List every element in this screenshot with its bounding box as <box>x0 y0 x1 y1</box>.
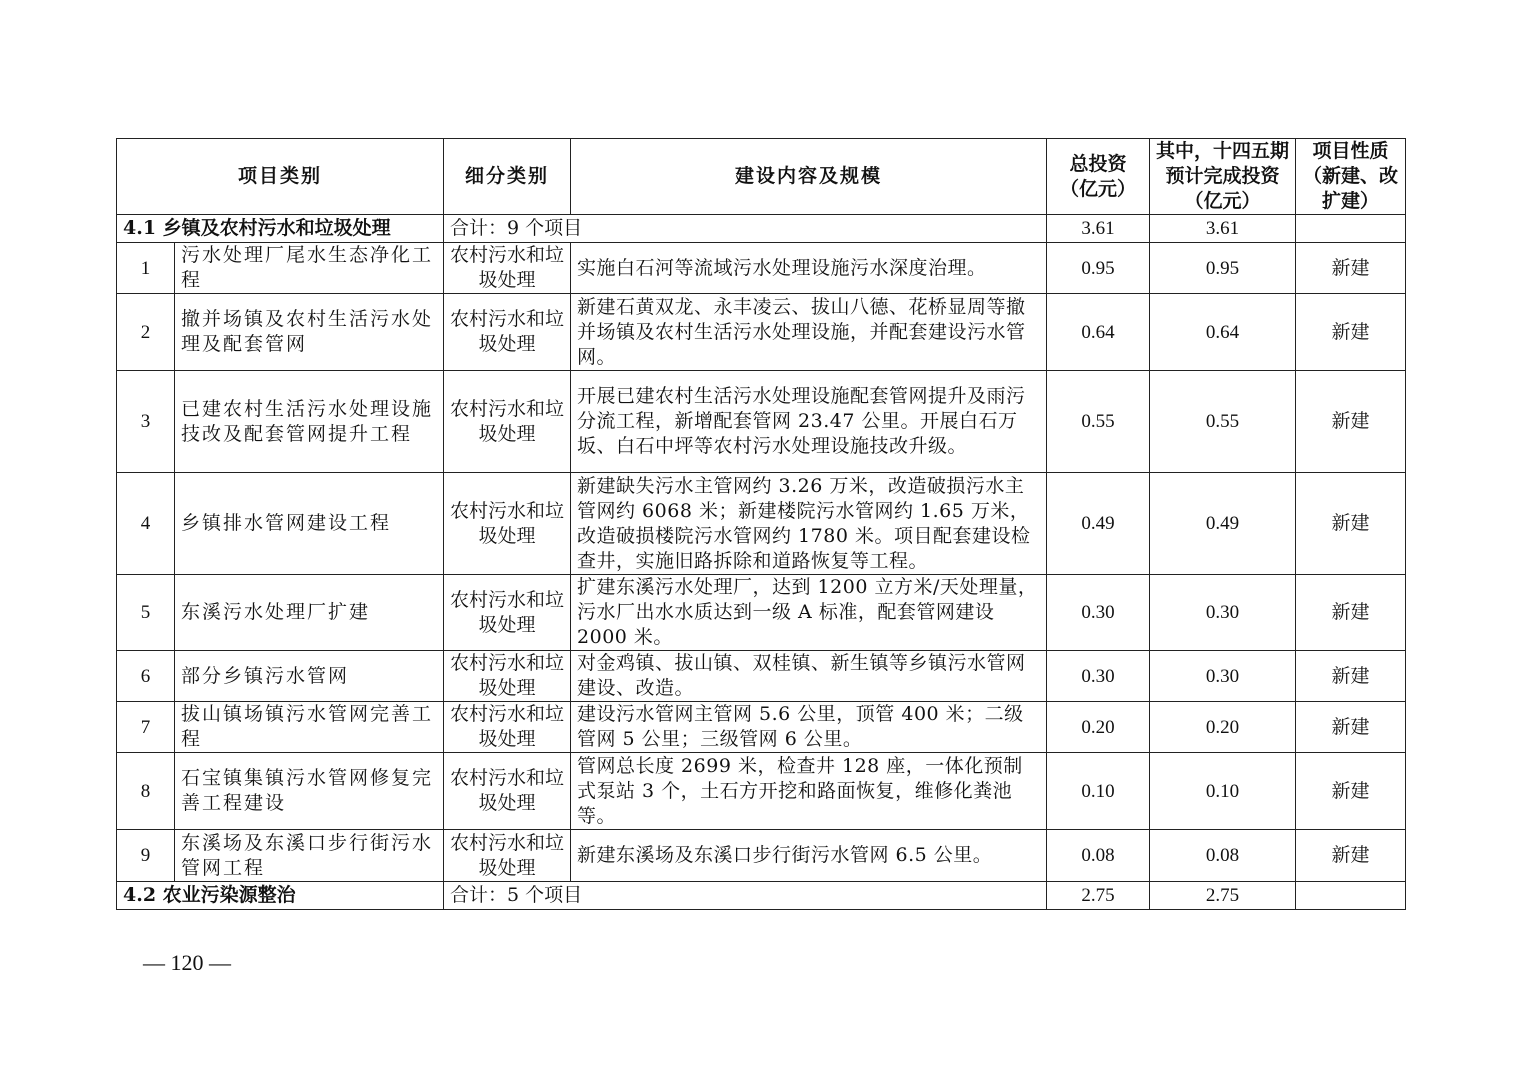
row-number: 4 <box>117 473 175 575</box>
row-plan: 0.30 <box>1150 575 1296 651</box>
row-number: 7 <box>117 702 175 753</box>
row-number: 9 <box>117 830 175 882</box>
row-total: 0.64 <box>1047 294 1150 371</box>
row-project-name: 东溪场及东溪口步行街污水管网工程 <box>175 830 444 882</box>
row-number: 2 <box>117 294 175 371</box>
section-summary: 合计：5 个项目 <box>444 882 1047 910</box>
row-plan: 0.95 <box>1150 243 1296 294</box>
section-summary: 合计：9 个项目 <box>444 215 1047 243</box>
section-plan: 3.61 <box>1150 215 1296 243</box>
row-nature: 新建 <box>1296 575 1406 651</box>
row-total: 0.10 <box>1047 753 1150 830</box>
table-row <box>117 575 1406 651</box>
header-content-scale: 建设内容及规模 <box>571 139 1047 215</box>
section-title: 4.2 农业污染源整治 <box>117 882 444 910</box>
section-nature <box>1296 215 1406 243</box>
row-project-name: 部分乡镇污水管网 <box>175 651 444 702</box>
row-total: 0.08 <box>1047 830 1150 882</box>
row-sub-category: 农村污水和垃圾处理 <box>444 243 571 294</box>
row-nature: 新建 <box>1296 830 1406 882</box>
row-project-name: 石宝镇集镇污水管网修复完善工程建设 <box>175 753 444 830</box>
row-project-name: 撤并场镇及农村生活污水处理及配套管网 <box>175 294 444 371</box>
row-sub-category: 农村污水和垃圾处理 <box>444 575 571 651</box>
row-project-name: 东溪污水处理厂扩建 <box>175 575 444 651</box>
row-nature: 新建 <box>1296 243 1406 294</box>
row-content: 新建缺失污水主管网约 3.26 万米，改造破损污水主管网约 6068 米；新建楼院污水管网约 1.65 万米，改造破损楼院污水管网约 1780 米。项目配套建设检查井，实施旧路拆除和道路恢复等工程。 <box>571 473 1047 575</box>
row-nature: 新建 <box>1296 371 1406 473</box>
row-plan: 0.64 <box>1150 294 1296 371</box>
row-number: 5 <box>117 575 175 651</box>
row-content: 开展已建农村生活污水处理设施配套管网提升及雨污分流工程，新增配套管网 23.47 公里。开展白石万坂、白石中坪等农村污水处理设施技改升级。 <box>571 371 1047 473</box>
row-plan: 0.10 <box>1150 753 1296 830</box>
row-sub-category: 农村污水和垃圾处理 <box>444 753 571 830</box>
row-project-name: 已建农村生活污水处理设施技改及配套管网提升工程 <box>175 371 444 473</box>
section-row <box>117 882 1406 910</box>
table-row <box>117 830 1406 882</box>
row-plan: 0.49 <box>1150 473 1296 575</box>
row-total: 0.55 <box>1047 371 1150 473</box>
row-project-name: 乡镇排水管网建设工程 <box>175 473 444 575</box>
header-row <box>117 139 1406 215</box>
table-row <box>117 371 1406 473</box>
page-number: — 120 — <box>143 950 231 975</box>
section-nature <box>1296 882 1406 910</box>
row-number: 1 <box>117 243 175 294</box>
row-sub-category: 农村污水和垃圾处理 <box>444 651 571 702</box>
header-total-investment: 总投资（亿元） <box>1047 139 1150 215</box>
table-row <box>117 243 1406 294</box>
row-nature: 新建 <box>1296 651 1406 702</box>
row-content: 实施白石河等流域污水处理设施污水深度治理。 <box>571 243 1047 294</box>
section-total: 3.61 <box>1047 215 1150 243</box>
row-sub-category: 农村污水和垃圾处理 <box>444 371 571 473</box>
section-total: 2.75 <box>1047 882 1150 910</box>
row-content: 新建石黄双龙、永丰凌云、拔山八德、花桥显周等撤并场镇及农村生活污水处理设施，并配套建设污水管网。 <box>571 294 1047 371</box>
table-row <box>117 753 1406 830</box>
row-content: 管网总长度 2699 米，检查井 128 座，一体化预制式泵站 3 个，土石方开挖和路面恢复，维修化粪池等。 <box>571 753 1047 830</box>
row-nature: 新建 <box>1296 753 1406 830</box>
row-content: 对金鸡镇、拔山镇、双桂镇、新生镇等乡镇污水管网建设、改造。 <box>571 651 1047 702</box>
row-sub-category: 农村污水和垃圾处理 <box>444 830 571 882</box>
row-total: 0.49 <box>1047 473 1150 575</box>
row-total: 0.30 <box>1047 575 1150 651</box>
row-content: 扩建东溪污水处理厂，达到 1200 立方米/天处理量，污水厂出水水质达到一级 A 标准，配套管网建设 2000 米。 <box>571 575 1047 651</box>
row-total: 0.30 <box>1047 651 1150 702</box>
row-total: 0.20 <box>1047 702 1150 753</box>
row-project-name: 污水处理厂尾水生态净化工程 <box>175 243 444 294</box>
section-title: 4.1 乡镇及农村污水和垃圾处理 <box>117 215 444 243</box>
row-number: 3 <box>117 371 175 473</box>
row-plan: 0.30 <box>1150 651 1296 702</box>
row-nature: 新建 <box>1296 294 1406 371</box>
row-plan: 0.55 <box>1150 371 1296 473</box>
section-row <box>117 215 1406 243</box>
header-project-category: 项目类别 <box>117 139 444 215</box>
row-sub-category: 农村污水和垃圾处理 <box>444 294 571 371</box>
row-nature: 新建 <box>1296 702 1406 753</box>
section-plan: 2.75 <box>1150 882 1296 910</box>
table-row <box>117 651 1406 702</box>
row-sub-category: 农村污水和垃圾处理 <box>444 702 571 753</box>
project-table <box>116 138 1406 910</box>
table-row <box>117 473 1406 575</box>
header-plan-investment: 其中，十四五期预计完成投资（亿元） <box>1150 139 1296 215</box>
table-row <box>117 294 1406 371</box>
header-sub-category: 细分类别 <box>444 139 571 215</box>
row-content: 建设污水管网主管网 5.6 公里，顶管 400 米；二级管网 5 公里；三级管网 6 公里。 <box>571 702 1047 753</box>
table-row <box>117 702 1406 753</box>
row-nature: 新建 <box>1296 473 1406 575</box>
row-sub-category: 农村污水和垃圾处理 <box>444 473 571 575</box>
row-number: 6 <box>117 651 175 702</box>
header-project-nature: 项目性质（新建、改扩建） <box>1296 139 1406 215</box>
row-total: 0.95 <box>1047 243 1150 294</box>
row-project-name: 拔山镇场镇污水管网完善工程 <box>175 702 444 753</box>
row-content: 新建东溪场及东溪口步行街污水管网 6.5 公里。 <box>571 830 1047 882</box>
row-plan: 0.20 <box>1150 702 1296 753</box>
row-plan: 0.08 <box>1150 830 1296 882</box>
row-number: 8 <box>117 753 175 830</box>
